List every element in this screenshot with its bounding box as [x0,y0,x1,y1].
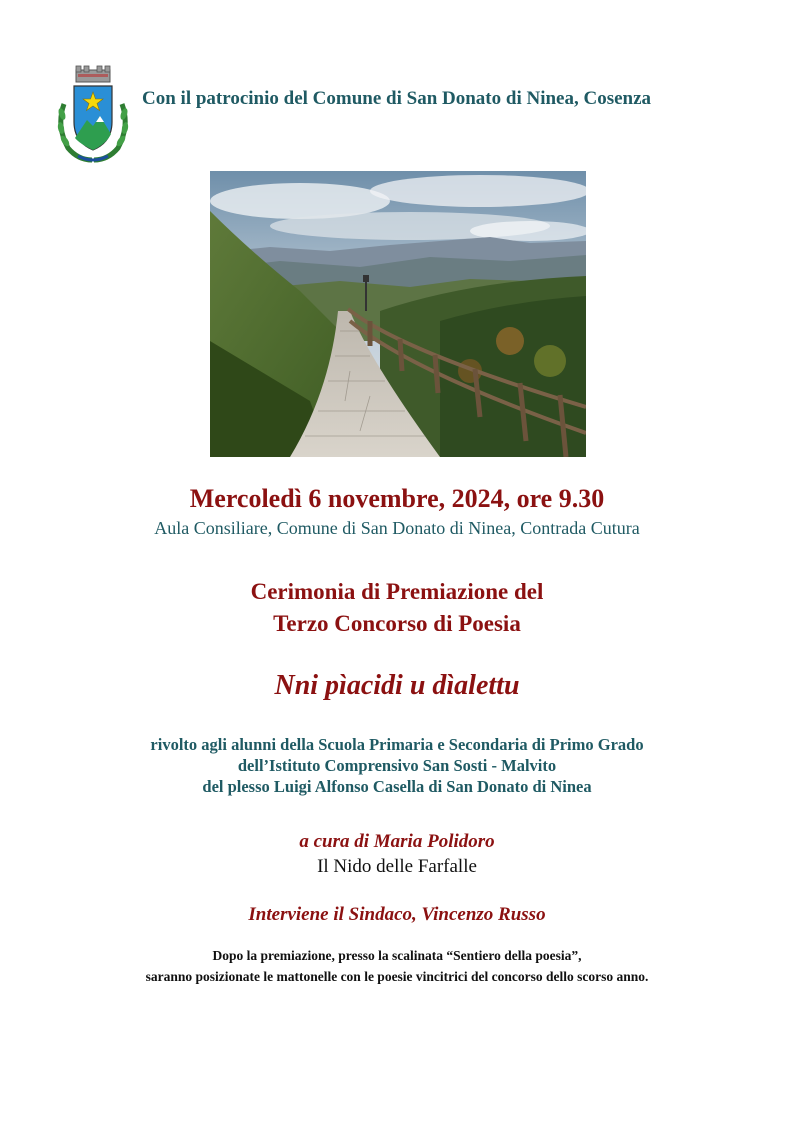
ceremony-title-line2: Terzo Concorso di Poesia [273,611,521,636]
event-date: Mercoledì 6 novembre, 2024, ore 9.30 [189,484,605,513]
audience-line: del plesso Luigi Alfonso Casella di San Donato di Ninea [202,777,592,796]
ceremony-title-line1: Cerimonia di Premiazione del [250,579,544,604]
contest-theme-title: Nni pìacidi u dìalettu [274,670,520,701]
audience-line: rivolto agli alunni della Scuola Primaria e Secondaria di Primo Grado [150,735,644,754]
organization-name: Il Nido delle Farfalle [317,856,477,877]
coat-of-arms-icon [54,64,132,166]
closing-note-line: Dopo la premiazione, presso la scalinata “Sentiero della poesia”, [212,948,582,963]
patronage-text: Con il patrocinio del Comune di San Donato di Ninea, Cosenza [142,88,652,109]
curator-line: a cura di Maria Polidoro [299,831,495,852]
event-venue: Aula Consiliare, Comune di San Donato di Ninea, Contrada Cutura [154,518,640,538]
mayor-line: Interviene il Sindaco, Vincenzo Russo [248,904,546,925]
closing-note-line: saranno posizionate le mattonelle con le poesie vincitrici del concorso dello scorso anno. [145,969,649,984]
audience-line: dell’Istituto Comprensivo San Sosti - Malvito [237,756,557,775]
mountain-path-photo [210,171,586,457]
